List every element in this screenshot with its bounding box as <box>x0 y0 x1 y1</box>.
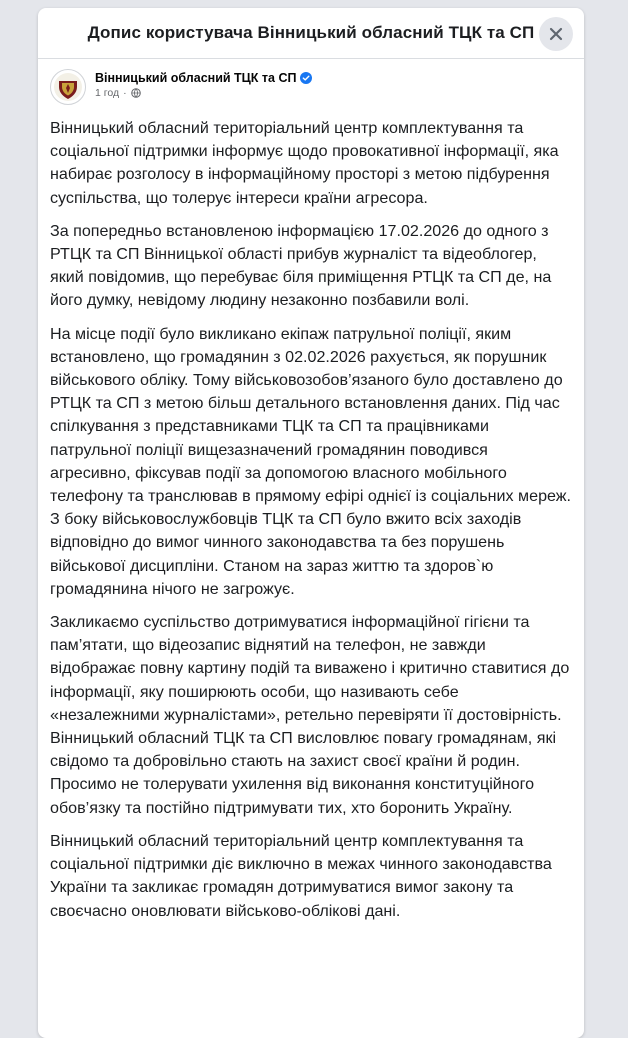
post-paragraph-2: За попередньо встановленою інформацією 17.02.2026 до одного з РТЦК та СП Вінницької області прибув журналіст та відеоблогер, який повідомив, що перебуває біля приміщення РТЦК та СП де, на його думку, невідому людину незаконно позбавили волі. <box>50 221 552 310</box>
close-icon <box>549 27 563 41</box>
close-button[interactable] <box>539 17 573 51</box>
post-paragraph-4: Закликаємо суспільство дотримуватися інформаційної гігієни та пам’ятати, що відеозапис віднятий на телефон, не завжди відображає повну картину подій та виважено і критично ставитися до інформації, яку поширюють особи, що називають себе «незалежними журналістами», ретельно перевіряти її достовірність. Вінницький обласний ТЦК та СП висловлює повагу громадянам, які свідомо та добровільно стають на захист своєї країни й родин. Просимо не толерувати ухилення від виконання конституційного обов’язку та постійно підтримувати тих, хто боронить Україну. <box>50 613 570 817</box>
dialog-header <box>38 8 584 59</box>
author-name[interactable]: Вінницький обласний ТЦК та СП <box>95 71 297 85</box>
avatar[interactable] <box>50 69 86 105</box>
globe-icon[interactable] <box>131 88 141 98</box>
author-row <box>95 71 312 85</box>
post-meta <box>95 87 312 99</box>
post-paragraph-5: Вінницький обласний територіальний центр комплектування та соціальної підтримки діє виключно в межах чинного законодавства України та закликає громадян дотримуватися вимог закону та своєчасно оновлювати військово-облікові дані. <box>50 831 552 920</box>
emblem-icon <box>53 72 83 102</box>
post-paragraph-1: Вінницький обласний територіальний центр комплектування та соціальної підтримки інформує щодо провокативної інформації, яка набирає розголосу в інформаційному просторі з метою підбурення суспільства, що толерує інтереси країни агресора. <box>50 119 559 207</box>
verified-badge-icon <box>300 72 312 84</box>
post-paragraph-3: На місце події було викликано екіпаж патрульної поліції, яким встановлено, що громадянин з 02.02.2026 рахується, як порушник військового обліку. Тому військовозобов’язаного було доставлено до РТЦК та СП з метою більш детального встановлення даних. Під час спілкування з представниками ТЦК та СП та працівниками патрульної поліції вищезазначений громадянин поводився агресивно, фіксував події за допомогою власного мобільного телефону та транслював в прямому ефірі однієї із соціальних мереж. З боку військовослужбовців ТЦК та СП було вжито всіх заходів відповідно до вимог чинного законодавства та без порушень військової дисципліни. Станом на зараз життю та здоров`ю громадянина нічого не загрожує. <box>50 324 572 598</box>
author-block <box>95 69 312 99</box>
dialog-title: Допис користувача Вінницький обласний ТЦК та СП <box>87 23 535 42</box>
separator-dot: · <box>123 87 127 99</box>
post-time[interactable]: 1 год <box>95 87 120 99</box>
post-text <box>38 105 584 923</box>
post-dialog <box>38 8 584 1038</box>
post-header <box>38 59 584 105</box>
